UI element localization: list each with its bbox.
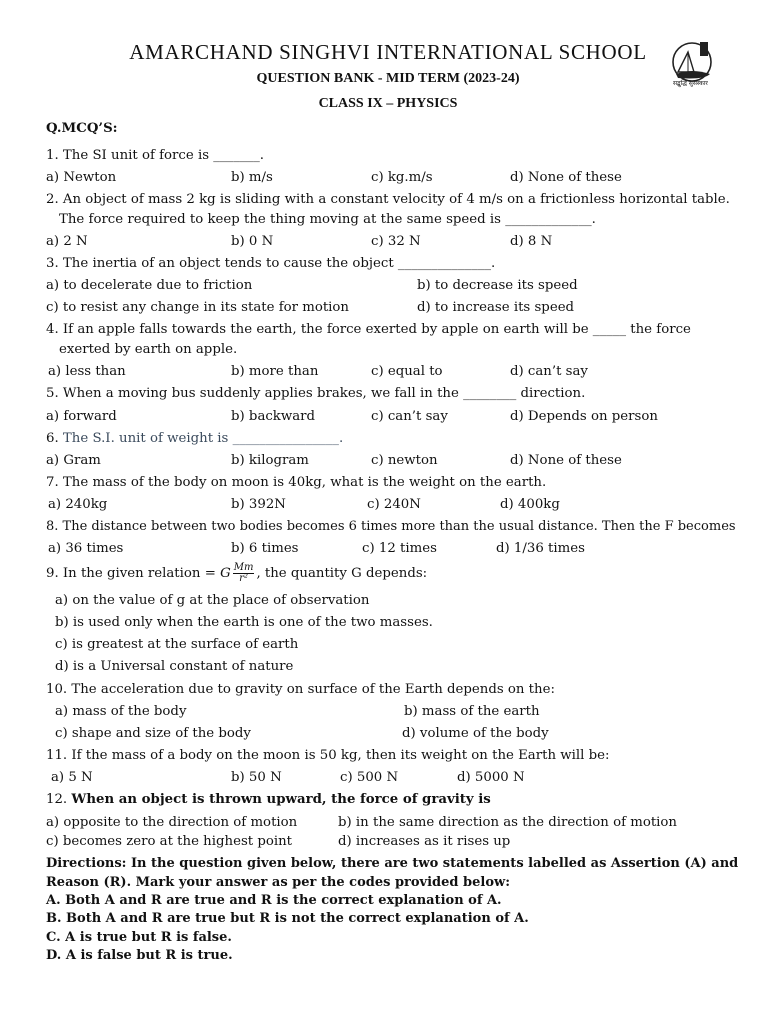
question-4-option-a: a) less than <box>48 364 126 379</box>
question-5-option-d: d) Depends on person <box>510 409 658 424</box>
gravitation-fraction <box>233 563 255 584</box>
question-7-option-a: a) 240kg <box>48 497 108 512</box>
question-11-option-a: a) 5 N <box>51 770 93 785</box>
question-9-text-after: , the quantity G depends: <box>256 566 428 581</box>
question-2-text: 2. An object of mass 2 kg is sliding with a constant velocity of 4 m/s on a frictionless horizontal table. <box>46 192 730 207</box>
code-c: C. A is true but R is false. <box>46 930 232 945</box>
question-8-option-a: a) 36 times <box>48 541 124 556</box>
question-7-option-d: d) 400kg <box>500 497 560 512</box>
question-6-option-a: a) Gram <box>46 453 101 468</box>
directions-line-1: Directions: In the question given below, there are two statements labelled as Assertion (A) and <box>46 856 739 871</box>
question-2-option-d: d) 8 N <box>510 234 553 249</box>
question-11-text: 11. If the mass of a body on the moon is 50 kg, then its weight on the Earth will be: <box>46 748 610 763</box>
question-4-option-c: c) equal to <box>371 364 443 379</box>
code-d: D. A is false but R is true. <box>46 948 233 963</box>
question-2-option-a: a) 2 N <box>46 234 88 249</box>
question-7-option-b: b) 392N <box>231 497 286 512</box>
question-1-option-d: d) None of these <box>510 170 622 185</box>
question-10-option-b: b) mass of the earth <box>404 704 540 719</box>
question-5-text: 5. When a moving bus suddenly applies brakes, we fall in the ________ direction. <box>46 386 586 401</box>
question-5-option-c: c) can’t say <box>371 409 448 424</box>
question-4-text: 4. If an apple falls towards the earth, the force exerted by apple on earth will be _____ the force <box>46 322 691 337</box>
question-1-text: 1. The SI unit of force is _______. <box>46 148 265 163</box>
question-bank-subtitle: QUESTION BANK - MID TERM (2023-24) <box>256 71 520 86</box>
question-12-text <box>46 792 491 808</box>
question-6-body: The S.I. unit of weight is ________________. <box>62 431 344 446</box>
question-3-option-b: b) to decrease its speed <box>417 278 578 293</box>
question-11-option-d: d) 5000 N <box>457 770 525 785</box>
code-b: B. Both A and R are true but R is not the correct explanation of A. <box>46 911 529 926</box>
question-7-text: 7. The mass of the body on moon is 40kg, what is the weight on the earth. <box>46 475 547 490</box>
question-9-option-c: c) is greatest at the surface of earth <box>55 637 299 652</box>
question-1-option-b: b) m/s <box>231 170 273 185</box>
question-10-text: 10. The acceleration due to gravity on surface of the Earth depends on the: <box>46 682 555 697</box>
question-1-option-a: a) Newton <box>46 170 117 185</box>
question-6-option-b: b) kilogram <box>231 453 309 468</box>
code-a: A. Both A and R are true and R is the correct explanation of A. <box>46 893 502 908</box>
section-heading: Q.MCQ’S: <box>46 121 118 136</box>
question-3-option-d: d) to increase its speed <box>417 300 575 315</box>
question-3-option-a: a) to decelerate due to friction <box>46 278 253 293</box>
class-subject-line: CLASS IX – PHYSICS <box>318 96 458 111</box>
question-5-option-b: b) backward <box>231 409 316 424</box>
gravitation-constant-symbol: G <box>220 566 231 581</box>
question-3-text: 3. The inertia of an object tends to cause the object ______________. <box>46 256 496 271</box>
question-7-option-c: c) 240N <box>367 497 421 512</box>
question-8-option-b: b) 6 times <box>231 541 299 556</box>
question-12-body: When an object is thrown upward, the force of gravity is <box>71 792 491 807</box>
question-9-option-b: b) is used only when the earth is one of the two masses. <box>55 615 433 630</box>
question-9-text <box>46 562 427 586</box>
question-12-option-c: c) becomes zero at the highest point <box>46 834 293 849</box>
question-6-option-d: d) None of these <box>510 453 622 468</box>
question-9-option-d: d) is a Universal constant of nature <box>55 659 294 674</box>
question-10-option-c: c) shape and size of the body <box>55 726 251 741</box>
question-6-number: 6. <box>46 431 59 446</box>
question-8-option-c: c) 12 times <box>362 541 437 556</box>
question-2-option-b: b) 0 N <box>231 234 274 249</box>
logo-motto: सद्बुद्धि सुसंस्कार <box>673 80 708 87</box>
question-3-option-c: c) to resist any change in its state for motion <box>46 300 349 315</box>
question-12-option-b: b) in the same direction as the direction of motion <box>338 815 677 830</box>
question-4-option-b: b) more than <box>231 364 319 379</box>
question-2-option-c: c) 32 N <box>371 234 421 249</box>
question-5-option-a: a) forward <box>46 409 117 424</box>
question-9-text-before: 9. In the given relation = <box>46 566 216 581</box>
question-10-option-a: a) mass of the body <box>55 704 187 719</box>
question-6-text <box>46 431 343 447</box>
question-8-option-d: d) 1/36 times <box>496 541 585 556</box>
question-4-option-d: d) can’t say <box>510 364 588 379</box>
question-10-option-d: d) volume of the body <box>402 726 549 741</box>
question-11-option-c: c) 500 N <box>340 770 399 785</box>
fraction-denominator: r² <box>239 573 248 584</box>
fraction-numerator: Mm <box>233 562 254 573</box>
directions-line-2: Reason (R). Mark your answer as per the codes provided below: <box>46 875 510 890</box>
question-9-option-a: a) on the value of g at the place of observation <box>55 593 370 608</box>
question-12-option-a: a) opposite to the direction of motion <box>46 815 298 830</box>
question-12-number: 12. <box>46 792 68 807</box>
question-2-text-cont: The force required to keep the thing moving at the same speed is _____________. <box>59 212 596 227</box>
question-12-option-d: d) increases as it rises up <box>338 834 511 849</box>
question-8-text: 8. The distance between two bodies becomes 6 times more than the usual distance. Then the F becomes <box>46 519 736 534</box>
question-4-text-cont: exerted by earth on apple. <box>59 342 238 357</box>
school-name: AMARCHAND SINGHVI INTERNATIONAL SCHOOL <box>129 40 647 64</box>
question-1-option-c: c) kg.m/s <box>371 170 433 185</box>
question-6-option-c: c) newton <box>371 453 438 468</box>
question-11-option-b: b) 50 N <box>231 770 282 785</box>
